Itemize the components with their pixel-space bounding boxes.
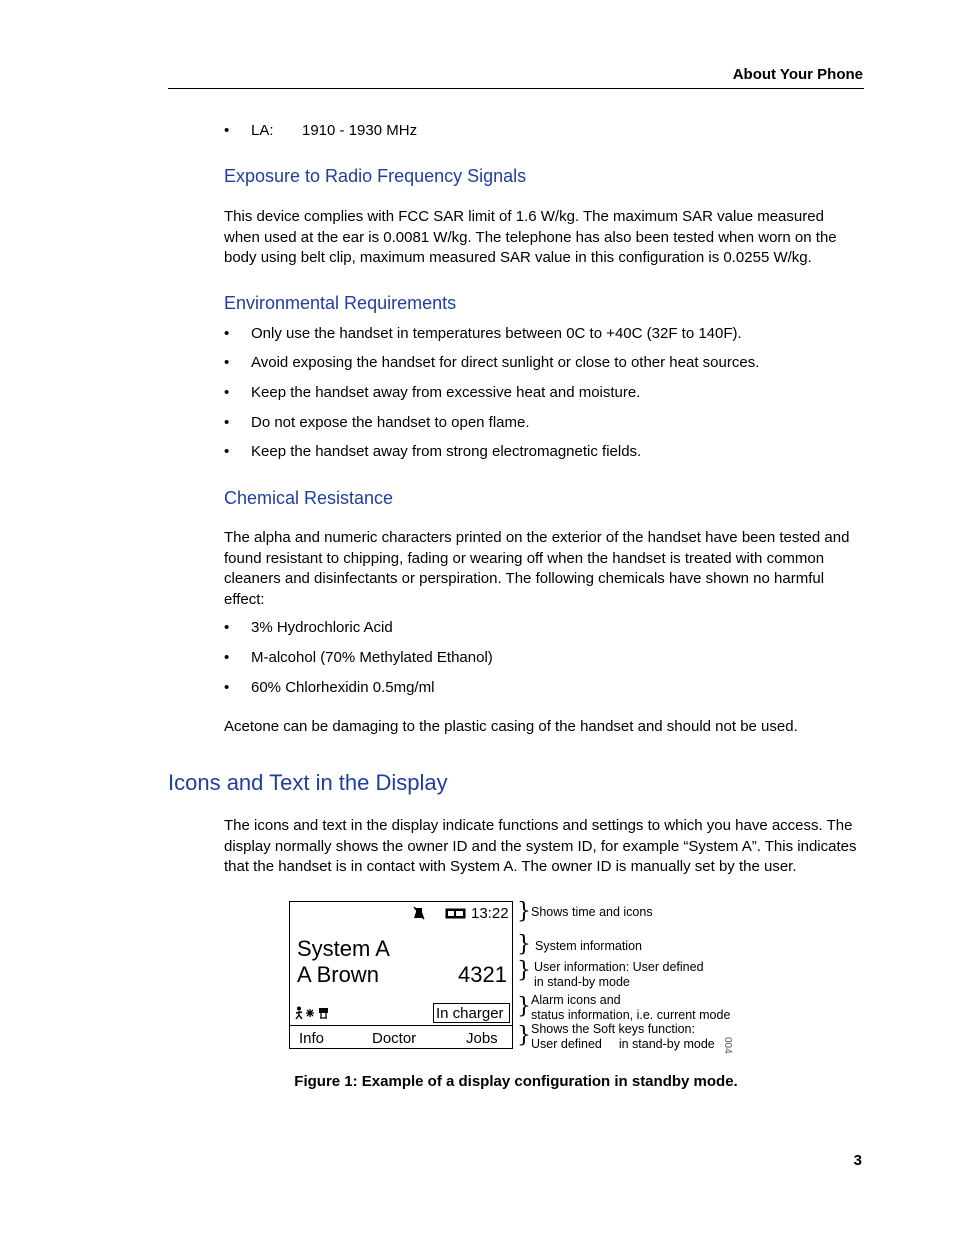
rf-heading: Exposure to Radio Frequency Signals xyxy=(224,166,527,186)
display-status: In charger xyxy=(433,1003,510,1023)
softkey-divider xyxy=(290,1025,512,1026)
figure-caption: Figure 1: Example of a display configuration in standby mode. xyxy=(294,1073,738,1090)
callout-alarm xyxy=(531,993,730,1023)
callout-text: User defined xyxy=(531,1037,602,1051)
callout-line: Shows the Soft keys function: xyxy=(531,1022,695,1036)
freq-value: 1910 - 1930 MHz xyxy=(302,122,418,139)
battery-icon xyxy=(445,908,467,919)
chem-heading: Chemical Resistance xyxy=(224,488,394,508)
bullet-dot: • xyxy=(224,325,230,342)
chem-line: found resistant to chipping, fading or wearing off when the handset is treated with common xyxy=(224,549,825,567)
icons-line: The icons and text in the display indicate functions and settings to which you have access. The xyxy=(224,817,853,834)
bullet-dot: • xyxy=(224,619,230,636)
bullet-dot: • xyxy=(224,443,230,460)
display-system: System A xyxy=(297,936,390,961)
display-number: 4321 xyxy=(458,962,507,987)
page-number: 3 xyxy=(853,1152,862,1169)
chem-line: The alpha and numeric characters printed on the exterior of the handset have been tested and xyxy=(224,529,850,546)
bullet-dot: • xyxy=(224,384,230,401)
rf-paragraph xyxy=(224,207,869,269)
callout-time: Shows time and icons xyxy=(531,905,653,919)
brace: } xyxy=(517,899,531,924)
display-time: 13:22 xyxy=(471,905,509,922)
callout-line: status information, i.e. current mode xyxy=(531,1008,731,1022)
env-heading: Environmental Requirements xyxy=(224,293,457,313)
bullet-dot: • xyxy=(224,649,230,666)
callout-user xyxy=(534,960,704,990)
chem-line: cleaners and disinfectants or perspiration. The following chemicals have shown no harmful xyxy=(224,570,825,587)
bullet-dot: • xyxy=(224,679,230,696)
env-bullet: Do not expose the handset to open flame. xyxy=(251,414,530,431)
brace: } xyxy=(517,958,531,983)
chem-bullet: 3% Hydrochloric Acid xyxy=(251,619,393,636)
rf-line: body using belt clip, maximum measured SAR value in this configuration is 0.0255 W/kg. xyxy=(224,249,812,266)
chem-note: Acetone can be damaging to the plastic casing of the handset and should not be used. xyxy=(224,718,798,735)
softkey-info: Info xyxy=(299,1030,325,1047)
brace: } xyxy=(517,932,531,957)
softkey-jobs: Jobs xyxy=(466,1030,498,1047)
header-rule xyxy=(168,88,864,89)
brace: } xyxy=(517,1023,531,1048)
chem-bullet: 60% Chlorhexidin 0.5mg/ml xyxy=(251,679,435,696)
alarm-icons xyxy=(295,1006,331,1020)
icons-paragraph xyxy=(224,816,869,878)
bullet-dot: • xyxy=(224,354,230,371)
env-bullet: Only use the handset in temperatures between 0C to +40C (32F to 140F). xyxy=(251,325,742,342)
callout-line xyxy=(531,1037,715,1052)
bullet-dot: • xyxy=(224,414,230,431)
callout-line: in stand-by mode xyxy=(534,975,630,989)
display-owner: A Brown xyxy=(297,962,379,987)
brace: } xyxy=(517,994,531,1019)
freq-label: LA: xyxy=(251,122,274,139)
env-bullet: Keep the handset away from excessive heat and moisture. xyxy=(251,384,641,401)
callout-system: System information xyxy=(535,939,642,953)
bullet-dot: • xyxy=(224,122,230,139)
icons-line: that the handset is in contact with System A. The owner ID is manually set by the user. xyxy=(224,858,797,875)
chem-bullet: M-alcohol (70% Methylated Ethanol) xyxy=(251,649,493,666)
figure-code: 004 xyxy=(722,1037,733,1054)
running-header: About Your Phone xyxy=(732,66,863,83)
rf-line: when used at the ear is 0.0081 W/kg. The telephone has also been tested when worn on the xyxy=(224,228,837,246)
callout-line: Alarm icons and xyxy=(531,993,621,1007)
callout-line: User information: User defined xyxy=(534,960,704,974)
callout-softkeys xyxy=(531,1022,715,1052)
callout-text: in stand-by mode xyxy=(618,1037,715,1051)
chem-line: effect: xyxy=(224,590,265,608)
silent-icon xyxy=(413,906,425,920)
env-bullet: Avoid exposing the handset for direct sunlight or close to other heat sources. xyxy=(251,354,760,371)
rf-line: This device complies with FCC SAR limit of 1.6 W/kg. The maximum SAR value measured xyxy=(224,208,824,225)
env-bullet: Keep the handset away from strong electromagnetic fields. xyxy=(251,443,642,460)
section-heading: Icons and Text in the Display xyxy=(168,770,448,795)
icons-line: display normally shows the owner ID and the system ID, for example “System A”. This indicates xyxy=(224,837,857,855)
softkey-doctor: Doctor xyxy=(372,1030,417,1047)
chem-paragraph xyxy=(224,528,869,610)
